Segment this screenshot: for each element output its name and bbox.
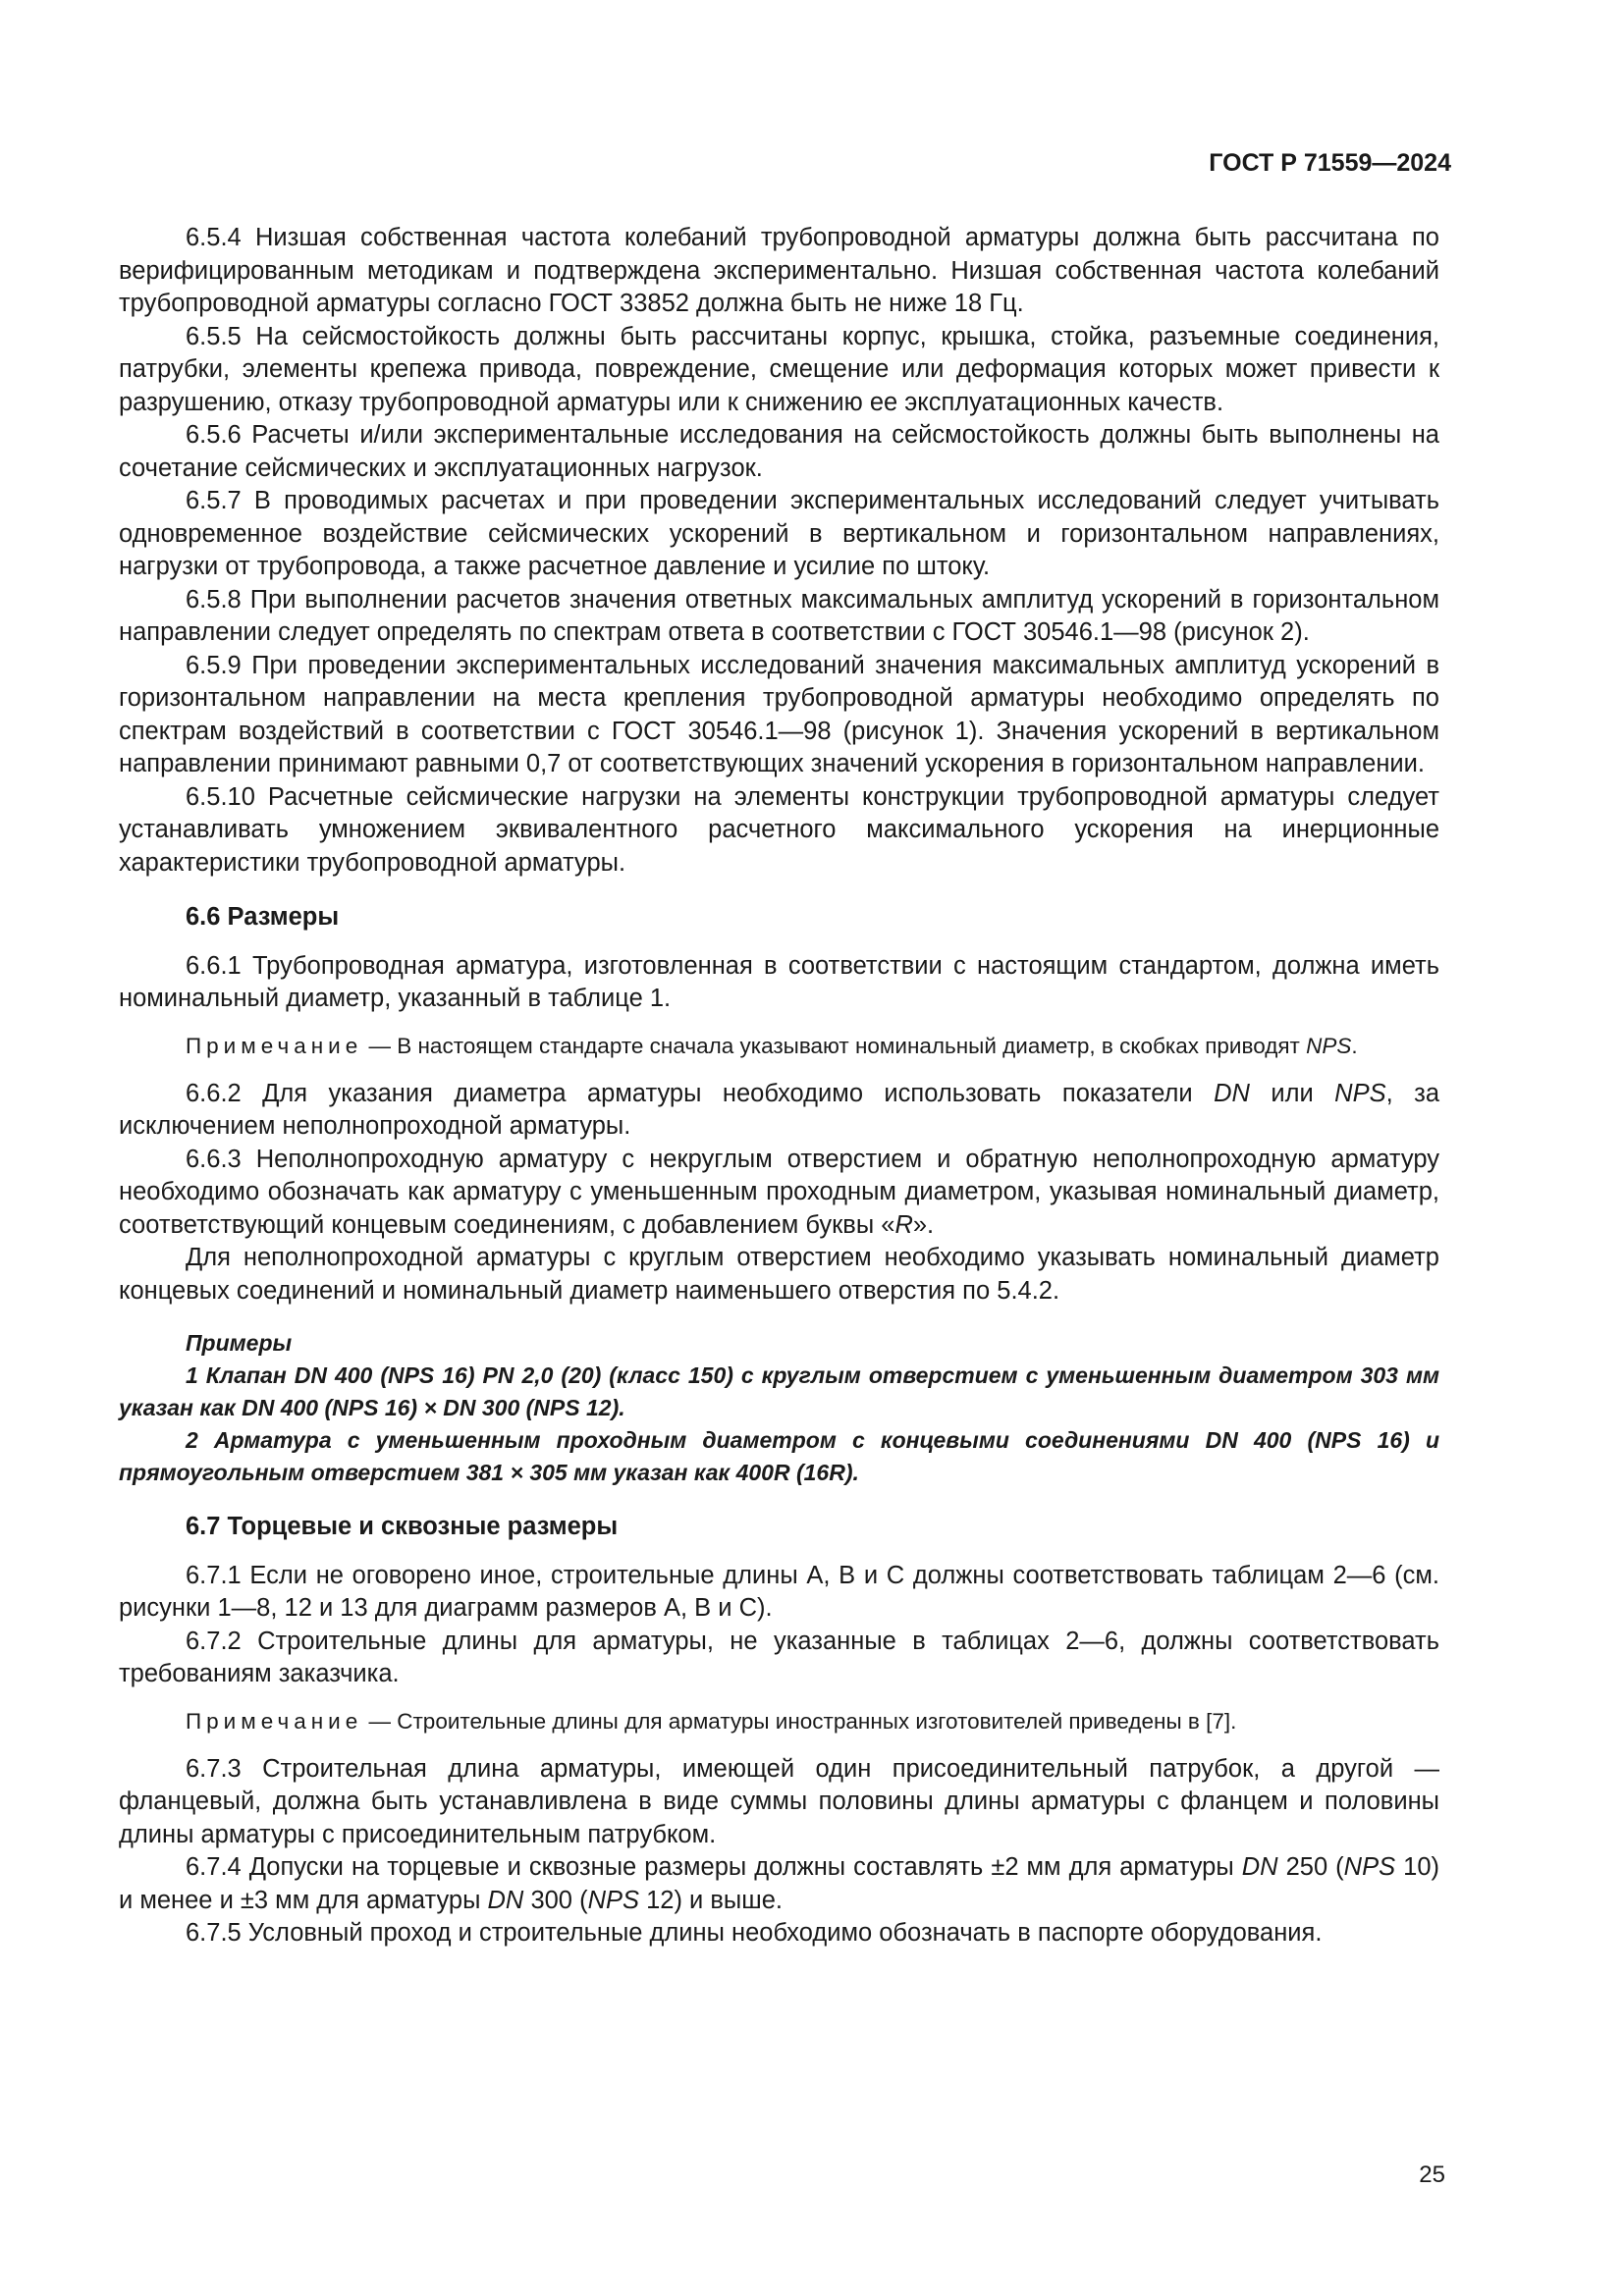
examples-title: Примеры [186, 1330, 293, 1356]
text-run-nps: NPS [1334, 1079, 1386, 1107]
example-1: 1 Клапан DN 400 (NPS 16) PN 2,0 (20) (класс 150) с круглым отверстием с уменьшенным диаметром 303 мм указан как DN 400 (NPS 16) × DN 300 (NPS 12). [119, 1362, 1439, 1420]
text-run-dn: DN [1241, 1853, 1278, 1881]
paragraph-6-5-6: 6.5.6 Расчеты и/или экспериментальные исследования на сейсмостойкость должны быть выполнены на сочетание сейсмических и эксплуатационных нагрузок. [119, 421, 1439, 482]
text-run-dn: DN [1214, 1079, 1250, 1107]
note-dash: — [362, 1033, 398, 1058]
paragraph-6-5-9: 6.5.9 При проведении экспериментальных исследований значения максимальных амплитуд ускорений в горизонтальном направлении на места крепления трубопроводной арматуры необходимо определять по спектрам воздействий в соответствии с ГОСТ 30546.1—98 (рисунок 1). Значения ускорений в вертикальном направлении принимают равными 0,7 от соответствующих значений ускорения в горизонтальном направлении. [119, 651, 1439, 777]
note-text: В настоящем стандарте сначала указывают номинальный диаметр, в скобках приводят [397, 1033, 1307, 1058]
page-content [119, 222, 1439, 1950]
text-run: или [1249, 1079, 1335, 1107]
document-header: ГОСТ Р 71559—2024 [1209, 149, 1451, 177]
paragraph-6-7-1: 6.7.1 Если не оговорено иное, строительные длины А, В и С должны соответствовать таблицам 2—6 (см. рисунки 1—8, 12 и 13 для диаграмм размеров А, В и С). [119, 1561, 1439, 1622]
example-2: 2 Арматура с уменьшенным проходным диаметром с концевыми соединениями DN 400 (NPS 16) и прямоугольным отверстием 381 × 305 мм указан как 400R (16R). [119, 1427, 1439, 1485]
text-run: 250 ( [1277, 1853, 1344, 1881]
text-run-nps: NPS [587, 1886, 640, 1914]
paragraph-6-5-5: 6.5.5 На сейсмостойкость должны быть рассчитаны корпус, крышка, стойка, разъемные соединения, патрубки, элементы крепежа привода, повреждение, смещение или деформация которых может привести к разрушению, отказу трубопроводной арматуры или к снижению ее эксплуатационных качеств. [119, 322, 1439, 416]
note-text: Строительные длины для арматуры иностранных изготовителей приведены в [7]. [397, 1708, 1237, 1734]
note-end: . [1351, 1033, 1358, 1058]
paragraph-6-7-2: 6.7.2 Строительные длины для арматуры, не указанные в таблицах 2—6, должны соответствовать требованиям заказчика. [119, 1627, 1439, 1687]
note-nps: NPS [1306, 1033, 1352, 1058]
note-label: Примечание [186, 1708, 363, 1734]
paragraph-6-5-7: 6.5.7 В проводимых расчетах и при проведении экспериментальных исследований следует учитывать одновременное воздействие сейсмических ускорений в вертикальном и горизонтальном направлениях, нагрузки от трубопровода, а также расчетное давление и усилие по штоку. [119, 487, 1439, 580]
text-run-nps: NPS [1343, 1853, 1396, 1881]
note-6-7 [119, 1705, 1439, 1737]
text-run: 12) и выше. [639, 1886, 783, 1914]
section-heading-6-6: 6.6 Размеры [186, 903, 340, 931]
text-run-dn: DN [487, 1886, 524, 1914]
paragraph-6-5-4: 6.5.4 Низшая собственная частота колебаний трубопроводной арматуры должна быть рассчитана по верифицированным методикам и подтверждена экспериментально. Низшая собственная частота колебаний трубопроводной арматуры согласно ГОСТ 33852 должна быть не ниже 18 Гц. [119, 224, 1439, 317]
paragraph-6-7-4 [119, 1851, 1439, 1917]
text-run: 6.6.2 Для указания диаметра арматуры необходимо использовать показатели [186, 1079, 1215, 1107]
note-dash: — [362, 1708, 398, 1734]
note-6-6 [119, 1030, 1439, 1062]
section-heading-6-7: 6.7 Торцевые и сквозные размеры [186, 1513, 619, 1540]
paragraph-6-6-3-cont: Для неполнопроходной арматуры с круглым отверстием необходимо указывать номинальный диаметр концевых соединений и номинальный диаметр наименьшего отверстия по 5.4.2. [119, 1244, 1439, 1305]
paragraph-6-6-3 [119, 1144, 1439, 1243]
text-run: 10) и менее и ±3 мм для арматуры [119, 1853, 1439, 1914]
text-run-r: R [894, 1210, 913, 1239]
text-run: 300 ( [523, 1886, 588, 1914]
paragraph-6-6-1: 6.6.1 Трубопроводная арматура, изготовленная в соответствии с настоящим стандартом, должна иметь номинальный диаметр, указанный в таблице 1. [119, 951, 1439, 1012]
text-run: 6.6.3 Неполнопроходную арматуру с некруглым отверстием и обратную неполнопроходную арматуру необходимо обозначать как арматуру с уменьшенным проходным диаметром, указывая номинальный диаметр, соответствующий концевым соединениям, с добавлением буквы « [119, 1145, 1439, 1239]
paragraph-6-7-3: 6.7.3 Строительная длина арматуры, имеющей один присоединительный патрубок, а другой — фланцевый, должна быть устанавливлена в виде суммы половины длины арматуры с фланцем и половины длины арматуры с присоединительным патрубком. [119, 1754, 1439, 1848]
paragraph-6-6-2 [119, 1078, 1439, 1144]
text-run: , за исключением неполнопроходной арматуры. [119, 1079, 1439, 1140]
text-run: 6.7.4 Допуски на торцевые и сквозные размеры должны составлять ±2 мм для арматуры [186, 1853, 1242, 1881]
paragraph-6-7-5: 6.7.5 Условный проход и строительные длины необходимо обозначать в паспорте оборудования. [186, 1919, 1323, 1947]
text-run: ». [912, 1210, 935, 1239]
page-number: 25 [1419, 2162, 1445, 2188]
note-label: Примечание [186, 1033, 363, 1058]
paragraph-6-5-8: 6.5.8 При выполнении расчетов значения ответных максимальных амплитуд ускорений в горизонтальном направлении следует определять по спектрам ответа в соответствии с ГОСТ 30546.1—98 (рисунок 2). [119, 585, 1439, 646]
paragraph-6-5-10: 6.5.10 Расчетные сейсмические нагрузки на элементы конструкции трубопроводной арматуры следует устанавливать умножением эквивалентного расчетного максимального ускорения на инерционные характеристики трубопроводной арматуры. [119, 782, 1439, 877]
